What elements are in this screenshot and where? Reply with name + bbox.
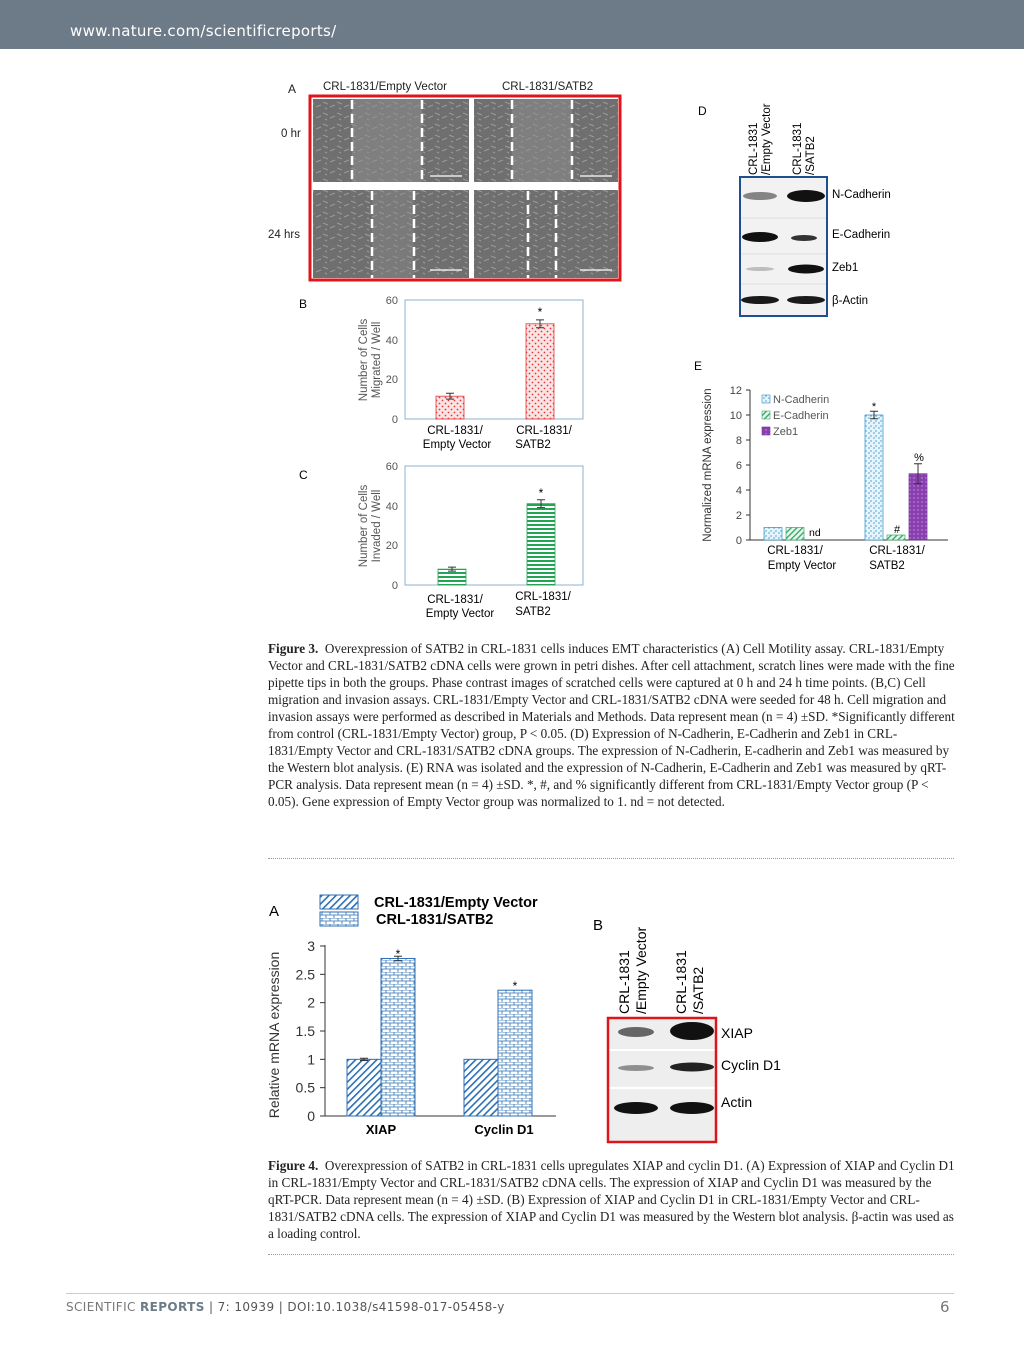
fig3-e-ylabel: Normalized mRNA expression <box>702 388 714 542</box>
fig4-a-chart <box>266 938 556 1137</box>
separator <box>268 1254 954 1255</box>
fig4-a-tick: 1 <box>307 1051 315 1068</box>
fig3-e-bar-n-cadherin-satb2 <box>865 415 883 540</box>
fig3-panel-c-label: C <box>299 468 308 482</box>
figure-3 <box>0 60 1024 630</box>
footer-citation <box>66 1300 505 1314</box>
fig4-a-bar-cyclin-satb2 <box>498 990 532 1116</box>
figure-3-caption-label: Figure 3. <box>268 641 319 656</box>
figure-3-caption-text: Overexpression of SATB2 in CRL-1831 cells induces EMT characteristics (A) Cell Motility assay. CRL-1831/Empty Vector and CRL-1831/SATB2 cDNA cells were grown in petri dishes. After cell attachment, scratch lines were made with the fine pipette tips in both the groups. Phase contrast images of scratched cells were captured at 0 h and 24 h time points. (B,C) Cell migration and invasion assays. CRL-1831/Empty Vector and CRL-1831/SATB2 cDNA were seeded for 48 h. Cell migration and invasion assays were performed as described in Materials and Methods. Data represent mean (n = 4) ±SD. *Significantly different from control (CRL-1831/Empty Vector) group, P < 0.05. (D) Expression of N-Cadherin, E-Cadherin and Zeb1 in CRL-1831/Empty Vector and CRL-1831/SATB2 cDNA groups. The expression of N-Cadherin, E-cadherin and Zeb1 was measured by the Western blot analysis. (E) RNA was isolated and the expression of N-Cadherin, E-Cadherin and Zeb1 was measured by qRT-PCR analysis. Data represent mean (n = 4) ±SD. *, #, and % significantly different from CRL-1831/Empty Vector group (P < 0.05). Gene expression of Empty Vector group was normalized to 1. nd = not detected. <box>268 641 955 809</box>
fig3-e-mark-hash: # <box>893 524 901 536</box>
fig3-d-lane1-1: CRL-1831 <box>748 122 760 175</box>
fig3-b-tick: 0 <box>391 414 398 426</box>
fig3-d-band-e-cadherin: E-Cadherin <box>832 229 891 241</box>
fig3-e-legend-z: Zeb1 <box>773 426 799 438</box>
fig3-e-tick: 0 <box>735 535 742 547</box>
fig3-e-tick: 4 <box>735 485 742 497</box>
fig3-d-lane2-2: /SATB2 <box>805 136 817 175</box>
fig4-a-cat-xiap: XIAP <box>365 1122 397 1137</box>
fig3-d-lane2-1: CRL-1831 <box>792 122 804 175</box>
footer-rule <box>66 1293 954 1294</box>
fig3-e-legend-swatch-z <box>762 427 770 435</box>
fig4-legend-ev: CRL-1831/Empty Vector <box>374 895 538 911</box>
fig4-legend-swatch-ev <box>320 895 358 909</box>
fig4-a-tick: 0 <box>307 1108 315 1124</box>
figure-4-caption-label: Figure 4. <box>268 1158 319 1173</box>
fig3-c-chart <box>358 461 583 620</box>
fig4-b-band-xiap: XIAP <box>721 1025 753 1041</box>
fig3-e-legend-e: E-Cadherin <box>773 410 829 422</box>
fig3-a-row2-label: 24 hrs <box>268 229 300 241</box>
fig3-c-tick: 60 <box>385 461 398 473</box>
fig3-e-tick: 12 <box>729 385 742 397</box>
fig3-c-tick: 20 <box>385 540 398 552</box>
fig3-c-ylabel-1: Number of Cells <box>358 484 370 568</box>
fig3-d-blot <box>740 103 891 316</box>
fig3-e-mark-star: * <box>871 401 877 413</box>
fig4-a-bar-xiap-ev <box>347 1059 381 1116</box>
site-url[interactable]: www.nature.com/scientificreports/ <box>70 22 337 40</box>
fig4-a-bar-xiap-satb2 <box>381 958 415 1116</box>
fig3-b-bar-satb2 <box>526 324 554 419</box>
fig4-a-ylabel: Relative mRNA expression <box>266 951 282 1119</box>
fig3-e-bar-n-cadherin-ev <box>764 528 782 541</box>
fig3-c-cat2-1: CRL-1831/ <box>515 591 571 603</box>
fig3-e-tick: 10 <box>729 410 742 422</box>
fig3-b-cat2-2: SATB2 <box>515 439 551 451</box>
figure-4-caption-text: Overexpression of SATB2 in CRL-1831 cells upregulates XIAP and cyclin D1. (A) Expression of XIAP and Cyclin D1 in CRL-1831/Empty Vector and CRL-1831/SATB2 cDNA cells. The expression of XIAP and Cyclin D1 was measured by the qRT-PCR. Data represent mean (n = 4) ±SD. (B) Expression of XIAP and Cyclin D1 in CRL-1831/Empty Vector and CRL-1831/SATB2 cDNA cells. The expression of XIAP and Cyclin D1 was measured by the Western blot analysis. β-actin was used as a loading control. <box>268 1158 955 1241</box>
fig3-b-ylabel-2: Migrated / Well <box>371 321 383 399</box>
fig4-b-lane1-1: CRL-1831 <box>616 950 632 1014</box>
fig4-b-lane2-2: /SATB2 <box>690 966 706 1014</box>
fig3-panel-b-label: B <box>299 297 308 311</box>
site-header <box>0 0 1024 49</box>
doi-text: | 7: 10939 | DOI:10.1038/s41598-017-05458-y <box>204 1300 505 1314</box>
fig4-panel-b-label: B <box>593 917 604 934</box>
fig3-d-band-n-cadherin: N-Cadherin <box>832 189 891 201</box>
figure-4 <box>0 880 1024 1150</box>
fig4-b-blot <box>608 927 781 1142</box>
fig3-b-ylabel-1: Number of Cells <box>358 318 370 402</box>
fig3-e-nd: nd <box>809 527 821 539</box>
fig3-b-cat2-1: CRL-1831/ <box>516 425 572 437</box>
fig4-b-lane2-1: CRL-1831 <box>673 950 689 1014</box>
fig3-e-cat1-1: CRL-1831/ <box>767 545 823 557</box>
fig3-b-tick: 20 <box>385 374 398 386</box>
fig3-e-tick: 2 <box>735 510 742 522</box>
fig4-a-bar-cyclin-ev <box>464 1059 498 1116</box>
fig3-panel-d-label: D <box>698 104 707 118</box>
fig4-a-tick: 1.5 <box>295 1023 315 1039</box>
fig3-a-row1-label: 0 hr <box>281 128 301 140</box>
fig3-panel-e-label: E <box>694 359 703 373</box>
fig3-c-star: * <box>538 486 544 500</box>
fig4-b-band-cyclin: Cyclin D1 <box>721 1057 781 1073</box>
fig3-d-band-actin: β-Actin <box>832 295 869 307</box>
fig4-panel-a-label: A <box>269 903 280 920</box>
fig3-c-tick: 40 <box>385 501 398 513</box>
fig4-legend-swatch-satb2 <box>320 912 358 926</box>
fig3-c-bar-satb2 <box>527 504 555 585</box>
fig3-e-mark-percent: % <box>914 452 924 464</box>
fig4-a-star: * <box>512 979 518 993</box>
separator <box>268 858 954 859</box>
fig3-c-plot-frame <box>405 466 583 585</box>
fig4-a-tick: 2.5 <box>295 966 315 983</box>
fig3-scratch-images <box>309 95 621 281</box>
fig3-e-legend-n: N-Cadherin <box>773 394 830 406</box>
fig3-c-ylabel-2: Invaded / Well <box>371 489 383 563</box>
fig3-b-chart <box>358 295 583 451</box>
figure-3-caption <box>268 640 958 810</box>
page-number: 6 <box>940 1298 950 1316</box>
fig3-e-cat1-2: Empty Vector <box>767 560 837 572</box>
fig4-legend-satb2: CRL-1831/SATB2 <box>376 912 494 928</box>
fig4-a-tick: 0.5 <box>295 1079 315 1096</box>
fig4-a-star: * <box>395 947 401 961</box>
fig4-a-tick: 3 <box>307 938 315 954</box>
fig3-c-cat1-1: CRL-1831/ <box>427 594 483 606</box>
fig3-b-plot-frame <box>405 300 583 419</box>
fig3-c-tick: 0 <box>391 580 398 592</box>
fig3-e-chart <box>702 385 948 572</box>
fig3-e-legend-swatch-n <box>762 395 770 403</box>
figure-4-caption <box>268 1157 958 1242</box>
fig3-b-cat1-2: Empty Vector <box>422 439 492 451</box>
fig3-e-legend-swatch-e <box>762 411 770 419</box>
fig3-a-col2-label: CRL-1831/SATB2 <box>502 81 594 93</box>
fig3-b-cat1-1: CRL-1831/ <box>427 425 483 437</box>
journal-brand: SCIENTIFIC REPORTS <box>66 1300 205 1314</box>
fig3-c-cat2-2: SATB2 <box>515 606 551 618</box>
fig4-b-band-actin: Actin <box>721 1094 753 1110</box>
fig3-d-lane1-2: /Empty Vector <box>761 103 773 175</box>
fig3-a-col1-label: CRL-1831/Empty Vector <box>323 81 448 93</box>
fig4-a-cat-cyclin: Cyclin D1 <box>474 1122 534 1137</box>
fig4-a-tick: 2 <box>307 994 315 1011</box>
fig3-e-tick: 6 <box>735 460 742 472</box>
fig3-e-cat2-1: CRL-1831/ <box>869 545 925 557</box>
fig3-e-tick: 8 <box>735 435 742 447</box>
fig3-e-bar-e-cadherin-ev <box>786 528 804 541</box>
fig3-b-tick: 60 <box>385 295 398 307</box>
fig3-e-cat2-2: SATB2 <box>869 560 905 572</box>
fig3-b-tick: 40 <box>385 335 398 347</box>
fig3-d-band-zeb1: Zeb1 <box>832 262 859 274</box>
fig3-c-cat1-2: Empty Vector <box>425 608 495 620</box>
fig3-panel-a-label: A <box>288 82 297 96</box>
fig3-b-star: * <box>537 305 543 319</box>
fig4-b-lane1-2: /Empty Vector <box>633 926 649 1014</box>
